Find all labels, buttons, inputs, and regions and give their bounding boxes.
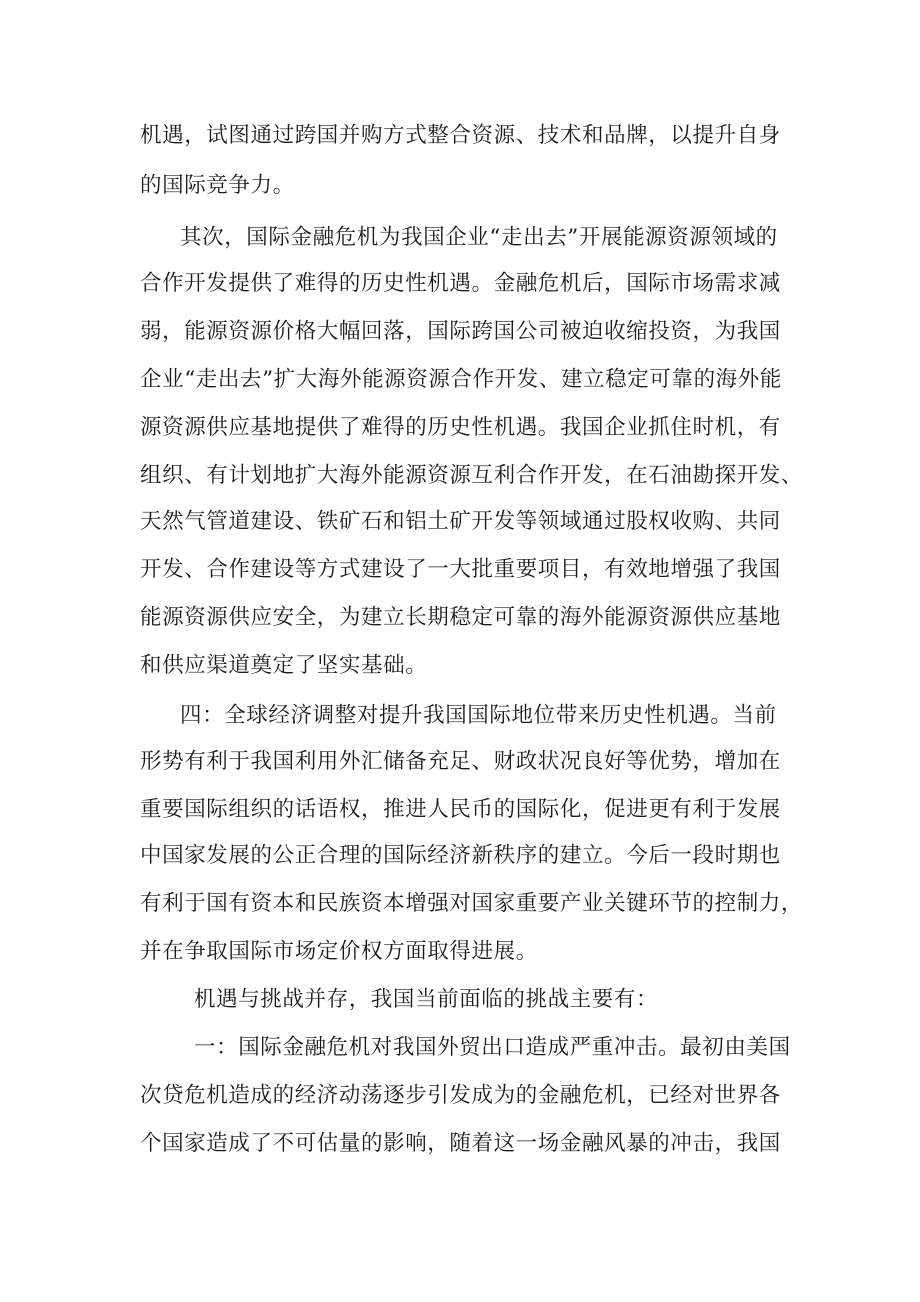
text-line: 合作开发提供了难得的历史性机遇。金融危机后，国际市场需求减: [140, 271, 781, 296]
text-line: 组织、有计划地扩大海外能源资源互利合作开发，在石油勘探开发、: [140, 463, 804, 488]
text-line: 有利于国有资本和民族资本增强对国家重要产业关键环节的控制力，: [140, 891, 804, 916]
text-line: 天然气管道建设、铁矿石和铝土矿开发等领域通过股权收购、共同: [140, 509, 781, 534]
text-line: 重要国际组织的话语权，推进人民币的国际化，促进更有利于发展: [140, 797, 781, 822]
text-line: 中国家发展的公正合理的国际经济新秩序的建立。今后一段时期也: [140, 843, 781, 868]
paragraph-start-line: 四：全球经济调整对提升我国国际地位带来历史性机遇。当前: [180, 703, 777, 728]
text-line: 次贷危机造成的经济动荡逐步引发成为的金融危机，已经对世界各: [140, 1083, 781, 1108]
paragraph-start-line: 机遇与挑战并存，我国当前面临的挑战主要有：: [194, 987, 659, 1012]
text-line: 的国际竞争力。: [140, 173, 295, 198]
text-line: 源资源供应基地提供了难得的历史性机遇。我国企业抓住时机，有: [140, 415, 781, 440]
text-line: 个国家造成了不可估量的影响，随着这一场金融风暴的冲击，我国: [140, 1131, 781, 1156]
text-line: 机遇，试图通过跨国并购方式整合资源、技术和品牌，以提升自身: [140, 123, 781, 148]
text-line: 企业“走出去”扩大海外能源资源合作开发、建立稳定可靠的海外能: [140, 367, 782, 392]
text-line: 并在争取国际市场定价权方面取得进展。: [140, 939, 538, 964]
text-line: 能源资源供应安全，为建立长期稳定可靠的海外能源资源供应基地: [140, 605, 781, 630]
paragraph-start-line: 一：国际金融危机对我国外贸出口造成严重冲击。最初由美国: [194, 1035, 791, 1060]
text-line: 弱，能源资源价格大幅回落，国际跨国公司被迫收缩投资，为我国: [140, 319, 781, 344]
text-line: 和供应渠道奠定了坚实基础。: [140, 653, 428, 678]
text-line: 开发、合作建设等方式建设了一大批重要项目，有效地增强了我国: [140, 557, 781, 582]
paragraph-start-line: 其次，国际金融危机为我国企业“走出去”开展能源资源领域的: [180, 225, 778, 250]
text-line: 形势有利于我国利用外汇储备充足、财政状况良好等优势，增加在: [140, 749, 781, 774]
